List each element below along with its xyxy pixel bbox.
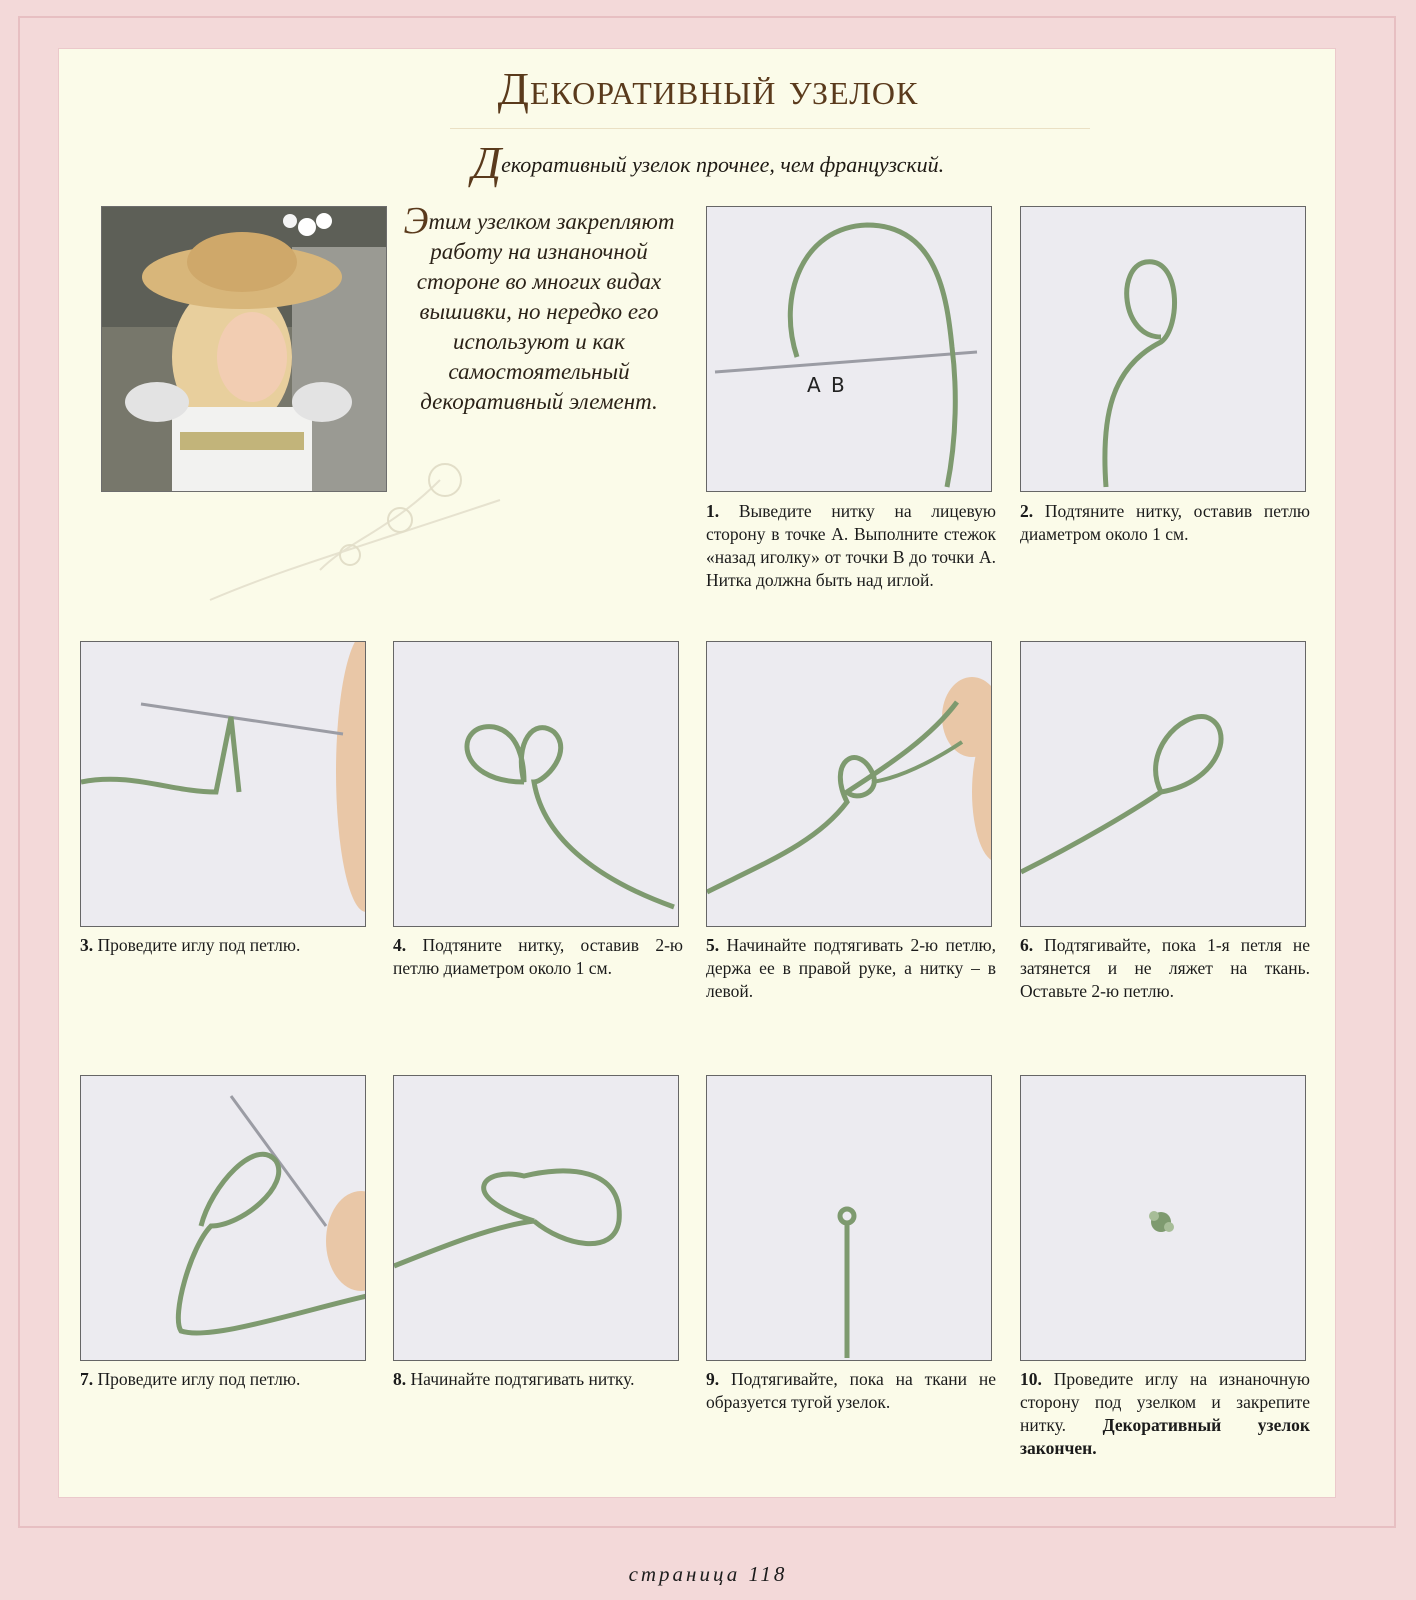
intro-body: тим узелком закрепляют работу на изнаночной стороне во многих видах вышивки, но нередко его используют и как самостоятельный декоративный элемент. <box>416 209 675 414</box>
step-10-photo <box>1020 1075 1306 1361</box>
point-b-label: B <box>831 373 845 397</box>
step-8-photo <box>393 1075 679 1361</box>
step-8-number: 8. <box>393 1369 407 1389</box>
step-9-photo <box>706 1075 992 1361</box>
subtitle-dropcap: Д <box>471 137 502 188</box>
step-9-number: 9. <box>706 1369 720 1389</box>
step-4-text: Подтяните нитку, оставив 2-ю петлю диаметром около 1 см. <box>393 935 684 978</box>
step-7-photo <box>80 1075 366 1361</box>
step-4-number: 4. <box>393 935 407 955</box>
step-9-text: Подтягивайте, пока на ткани не образуется тугой узелок. <box>706 1369 996 1412</box>
step-2-text: Подтяните нитку, оставив петлю диаметром около 1 см. <box>1020 501 1311 544</box>
step-7-number: 7. <box>80 1369 94 1389</box>
step-7-text: Проведите иглу под петлю. <box>97 1369 301 1389</box>
decorative-flowers <box>200 460 520 610</box>
step-1-number: 1. <box>706 501 720 521</box>
step-8-caption <box>393 1368 683 1391</box>
page-number: страница 118 <box>628 1562 788 1586</box>
step-5-text: Начинайте подтягивать 2-ю петлю, держа ее в правой руке, а нитку – в левой. <box>706 935 996 1001</box>
page-title: Декоративный узелок <box>497 63 919 114</box>
girl-in-hat-photo <box>101 206 387 492</box>
step-3-text: Проведите иглу под петлю. <box>97 935 301 955</box>
step-10-text: Проведите иглу на изнаночную сторону под узелком и закрепите нитку. <box>1020 1369 1311 1435</box>
subtitle-text: екоративный узелок прочнее, чем французский. <box>501 152 945 177</box>
step-1-caption <box>706 500 996 592</box>
step-5-caption <box>706 934 996 1003</box>
step-6-photo <box>1020 641 1306 927</box>
step-6-text: Подтягивайте, пока 1-я петля не затянется и не ляжет на ткань. Оставьте 2-ю петлю. <box>1020 935 1311 1001</box>
step-5-number: 5. <box>706 935 720 955</box>
step-5-photo <box>706 641 992 927</box>
step-10-caption <box>1020 1368 1310 1460</box>
step-8-text: Начинайте подтягивать нитку. <box>410 1369 635 1389</box>
step-2-photo <box>1020 206 1306 492</box>
step-6-number: 6. <box>1020 935 1034 955</box>
step-2-number: 2. <box>1020 501 1034 521</box>
page-subtitle <box>0 136 1416 189</box>
intro-text <box>398 200 680 417</box>
point-a-label: A <box>807 373 821 397</box>
step-1-text: Выведите нитку на лицевую сторону в точке A. Выполните стежок «назад иголку» от точки B до точки A. Нитка должна быть над иглой. <box>706 501 997 590</box>
step-10-number: 10. <box>1020 1369 1042 1389</box>
step-4-photo <box>393 641 679 927</box>
step-9-caption <box>706 1368 996 1414</box>
decorative-rule <box>450 128 1090 129</box>
step-7-caption <box>80 1368 370 1391</box>
step-1-photo <box>706 206 992 492</box>
step-3-number: 3. <box>80 935 94 955</box>
step-10-bold-text: Декоративный узелок закончен. <box>1020 1415 1310 1458</box>
step-6-caption <box>1020 934 1310 1003</box>
step-3-caption <box>80 934 370 957</box>
step-3-photo <box>80 641 366 927</box>
step-2-caption <box>1020 500 1310 546</box>
intro-dropcap: Э <box>403 200 429 242</box>
step-4-caption <box>393 934 683 980</box>
